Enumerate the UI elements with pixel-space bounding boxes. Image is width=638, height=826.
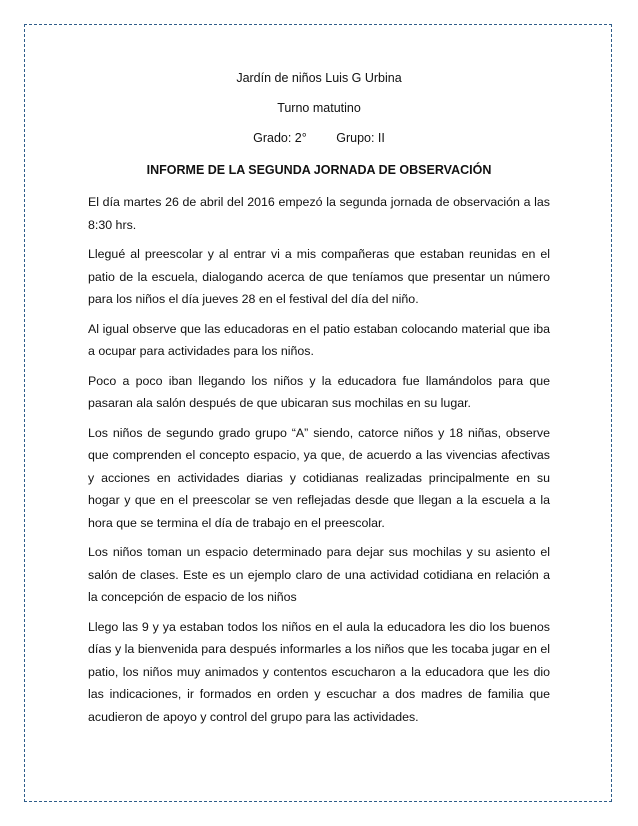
grade-label: Grado: 2° <box>253 131 307 145</box>
paragraph: Poco a poco iban llegando los niños y la educadora fue llamándolos para que pasaran ala salón después de que ubicaran sus mochilas en su lugar. <box>88 373 550 410</box>
paragraph: Los niños toman un espacio determinado para dejar sus mochilas y su asiento el salón de clases. Este es un ejemplo claro de una actividad cotidiana en relación a la concepción de espacio de los niños <box>88 545 550 604</box>
shift-label: Turno matutino <box>277 101 361 115</box>
report-title: INFORME DE LA SEGUNDA JORNADA DE OBSERVACIÓN <box>146 163 492 177</box>
paragraph: Los niños de segundo grado grupo “A” siendo, catorce niños y 18 niñas, observe que comprenden el concepto espacio, ya que, de acuerdo a las vivencias afectivas y acciones en actividades diarias y cotidianas realizadas principalmente en su hogar y que en el preescolar se ven reflejadas desde que llegan a la escuela a la hora que se termina el día de trabajo en el preescolar. <box>88 425 550 530</box>
report-body <box>88 191 550 735</box>
paragraph: El día martes 26 de abril del 2016 empezó la segunda jornada de observación a las 8:30 hrs. <box>88 195 550 232</box>
grade-group-line <box>0 130 638 146</box>
group-label: Grupo: II <box>336 131 385 145</box>
school-name: Jardín de niños Luis G Urbina <box>236 71 402 85</box>
paragraph: Llegué al preescolar y al entrar vi a mis compañeras que estaban reunidas en el patio de la escuela, dialogando acerca de que teníamos que presentar un número para los niños el día jueves 28 en el festival del día del niño. <box>88 247 550 306</box>
paragraph: Llego las 9 y ya estaban todos los niños en el aula la educadora les dio los buenos días y la bienvenida para después informarles a los niños que les tocaba jugar en el patio, los niños muy animados y contentos escucharon a la educadora que les dio las indicaciones, ir formados en orden y escuchar a dos madres de familia que acudieron de apoyo y control del grupo para las actividades. <box>88 619 550 724</box>
paragraph: Al igual observe que las educadoras en el patio estaban colocando material que iba a ocupar para actividades para los niños. <box>88 321 550 358</box>
